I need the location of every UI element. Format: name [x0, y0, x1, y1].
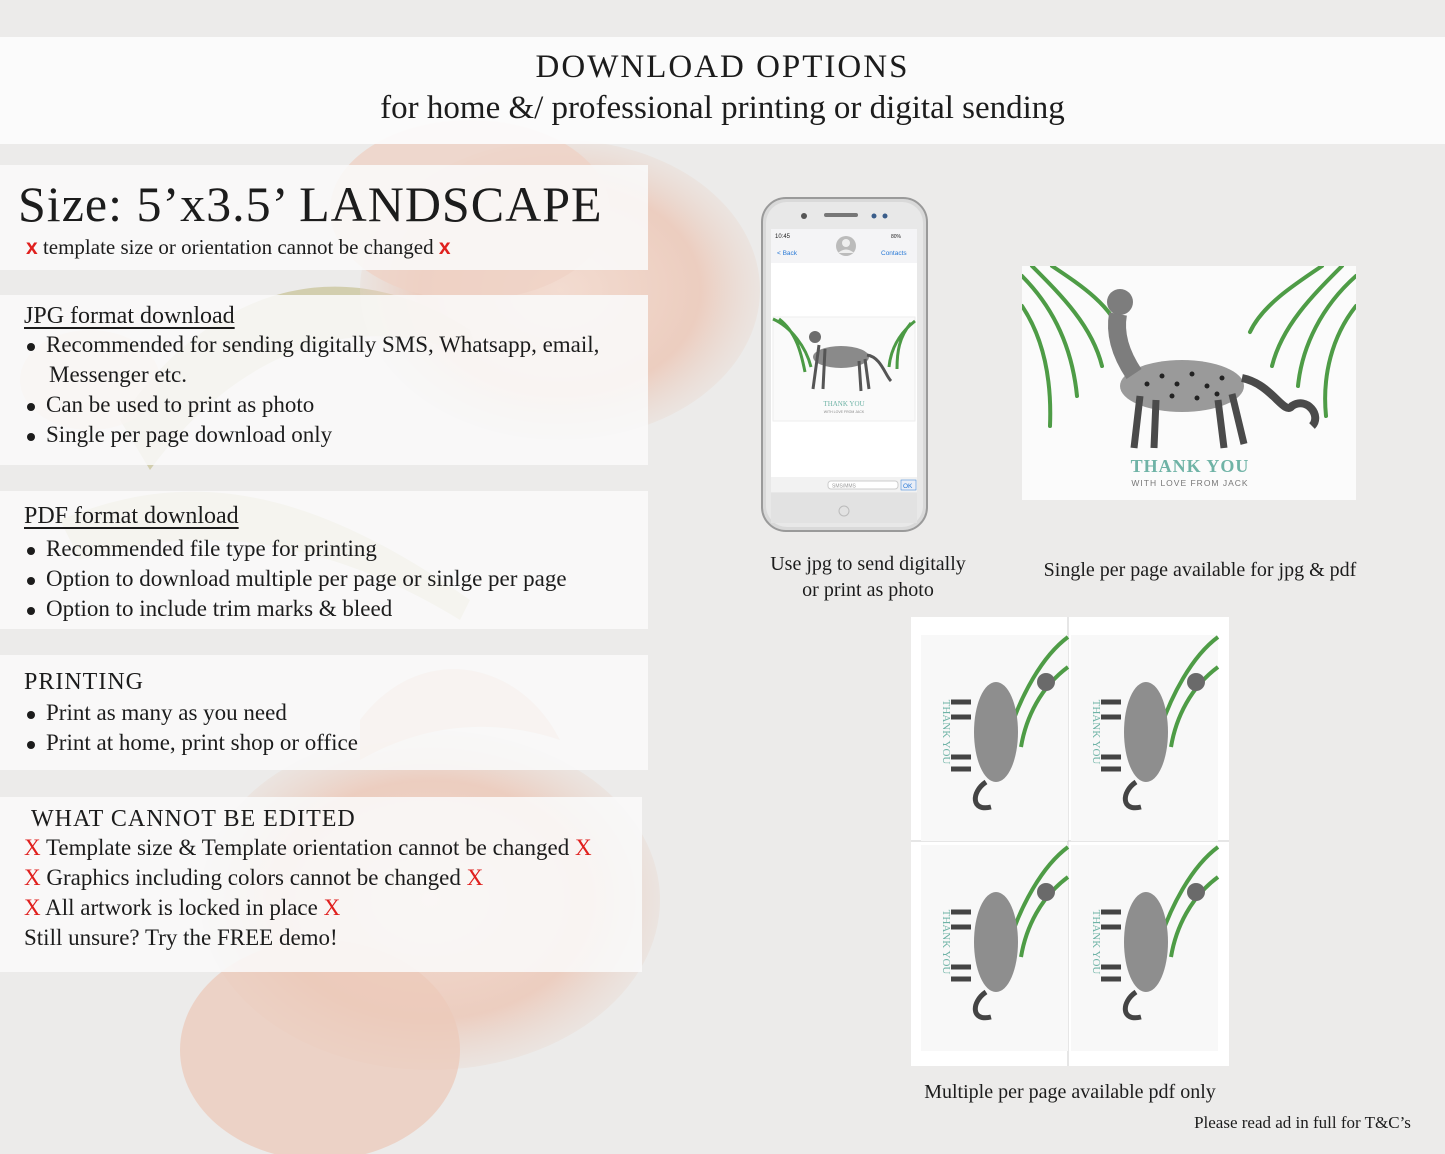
- size-panel: [0, 165, 648, 270]
- cannot-edit-title: WHAT CANNOT BE EDITED: [31, 806, 356, 832]
- with-love-text: WITH LOVE FROM JACK: [1131, 478, 1249, 488]
- mini-card: [921, 845, 1068, 1051]
- restriction-text: Template size & Template orientation cannot be changed: [45, 835, 570, 860]
- page-subtitle: for home &/ professional printing or digital sending: [380, 90, 1065, 126]
- phone-caption-line: or print as photo: [802, 579, 934, 601]
- x-mark-icon: X: [466, 865, 484, 890]
- x-mark-icon: X: [323, 895, 341, 920]
- pdf-panel: [0, 491, 648, 629]
- x-mark-icon: X: [24, 835, 41, 860]
- list-item: [24, 330, 648, 390]
- list-item: Print at home, print shop or office: [24, 728, 648, 758]
- restriction-text: Graphics including colors cannot be changed: [46, 865, 461, 890]
- printing-panel: [0, 655, 648, 770]
- restriction-line: [24, 893, 642, 923]
- restriction-line: [24, 833, 642, 863]
- phone-contacts-link[interactable]: Contacts: [881, 250, 907, 257]
- phone-back-link[interactable]: < Back: [777, 250, 798, 257]
- list-item: Option to include trim marks & bleed: [24, 594, 648, 624]
- list-item: Option to download multiple per page or sinlge per page: [24, 564, 648, 594]
- sms-input-placeholder: SMS/MMS: [832, 483, 856, 490]
- list-item: Print as many as you need: [24, 698, 648, 728]
- mini-card: [1071, 845, 1218, 1051]
- cannot-edit-panel: [0, 797, 642, 972]
- header-banner: [0, 37, 1445, 144]
- terms-note: Please read ad in full for T&C’s: [1194, 1113, 1411, 1132]
- jpg-panel: [0, 295, 648, 465]
- phone-battery: 80%: [891, 234, 902, 240]
- thank-you-text: THANK YOU: [823, 400, 865, 408]
- list-item: Single per page download only: [24, 420, 648, 450]
- thank-you-text: THANK YOU: [1090, 699, 1102, 765]
- size-note: [26, 235, 451, 260]
- ok-button-label: OK: [903, 483, 913, 490]
- mini-card: [921, 635, 1068, 841]
- x-mark-icon: X: [574, 835, 592, 860]
- single-caption: Single per page available for jpg & pdf: [1043, 559, 1357, 581]
- x-mark-icon: x: [438, 236, 451, 259]
- thank-you-text: THANK YOU: [940, 699, 952, 765]
- x-mark-icon: x: [26, 236, 38, 259]
- jpg-title: JPG format download: [24, 303, 235, 329]
- thank-you-text: THANK YOU: [940, 909, 952, 975]
- phone-mockup: [761, 197, 928, 532]
- printing-title: PRINTING: [24, 669, 144, 695]
- restriction-text: All artwork is locked in place: [45, 895, 318, 920]
- multiple-caption: Multiple per page available pdf only: [924, 1081, 1216, 1103]
- list-item: Can be used to print as photo: [24, 390, 648, 420]
- thank-you-text: THANK YOU: [1090, 909, 1102, 975]
- list-item-text: Recommended for sending digitally SMS, Whatsapp, email,: [46, 332, 600, 357]
- page-title: DOWNLOAD OPTIONS: [535, 49, 910, 85]
- restriction-line: [24, 863, 642, 893]
- demo-text: Still unsure? Try the FREE demo!: [24, 925, 338, 950]
- phone-caption: [748, 551, 988, 603]
- with-love-text: WITH LOVE FROM JACK: [823, 410, 865, 414]
- size-title: Size: 5’x3.5’ LANDSCAPE: [18, 176, 603, 232]
- thank-you-text: THANK YOU: [1130, 456, 1250, 476]
- phone-caption-line: Use jpg to send digitally: [770, 553, 966, 575]
- single-card-preview: [1022, 266, 1356, 500]
- pdf-title: PDF format download: [24, 503, 239, 529]
- size-note-text: template size or orientation cannot be changed: [42, 235, 434, 259]
- list-item: Recommended file type for printing: [24, 534, 648, 564]
- multi-card-sheet-preview: [911, 617, 1229, 1066]
- list-item-text: Messenger etc.: [49, 362, 187, 387]
- x-mark-icon: X: [24, 865, 41, 890]
- x-mark-icon: X: [24, 895, 41, 920]
- phone-time: 10:45: [775, 234, 791, 240]
- mini-card: [1071, 635, 1218, 841]
